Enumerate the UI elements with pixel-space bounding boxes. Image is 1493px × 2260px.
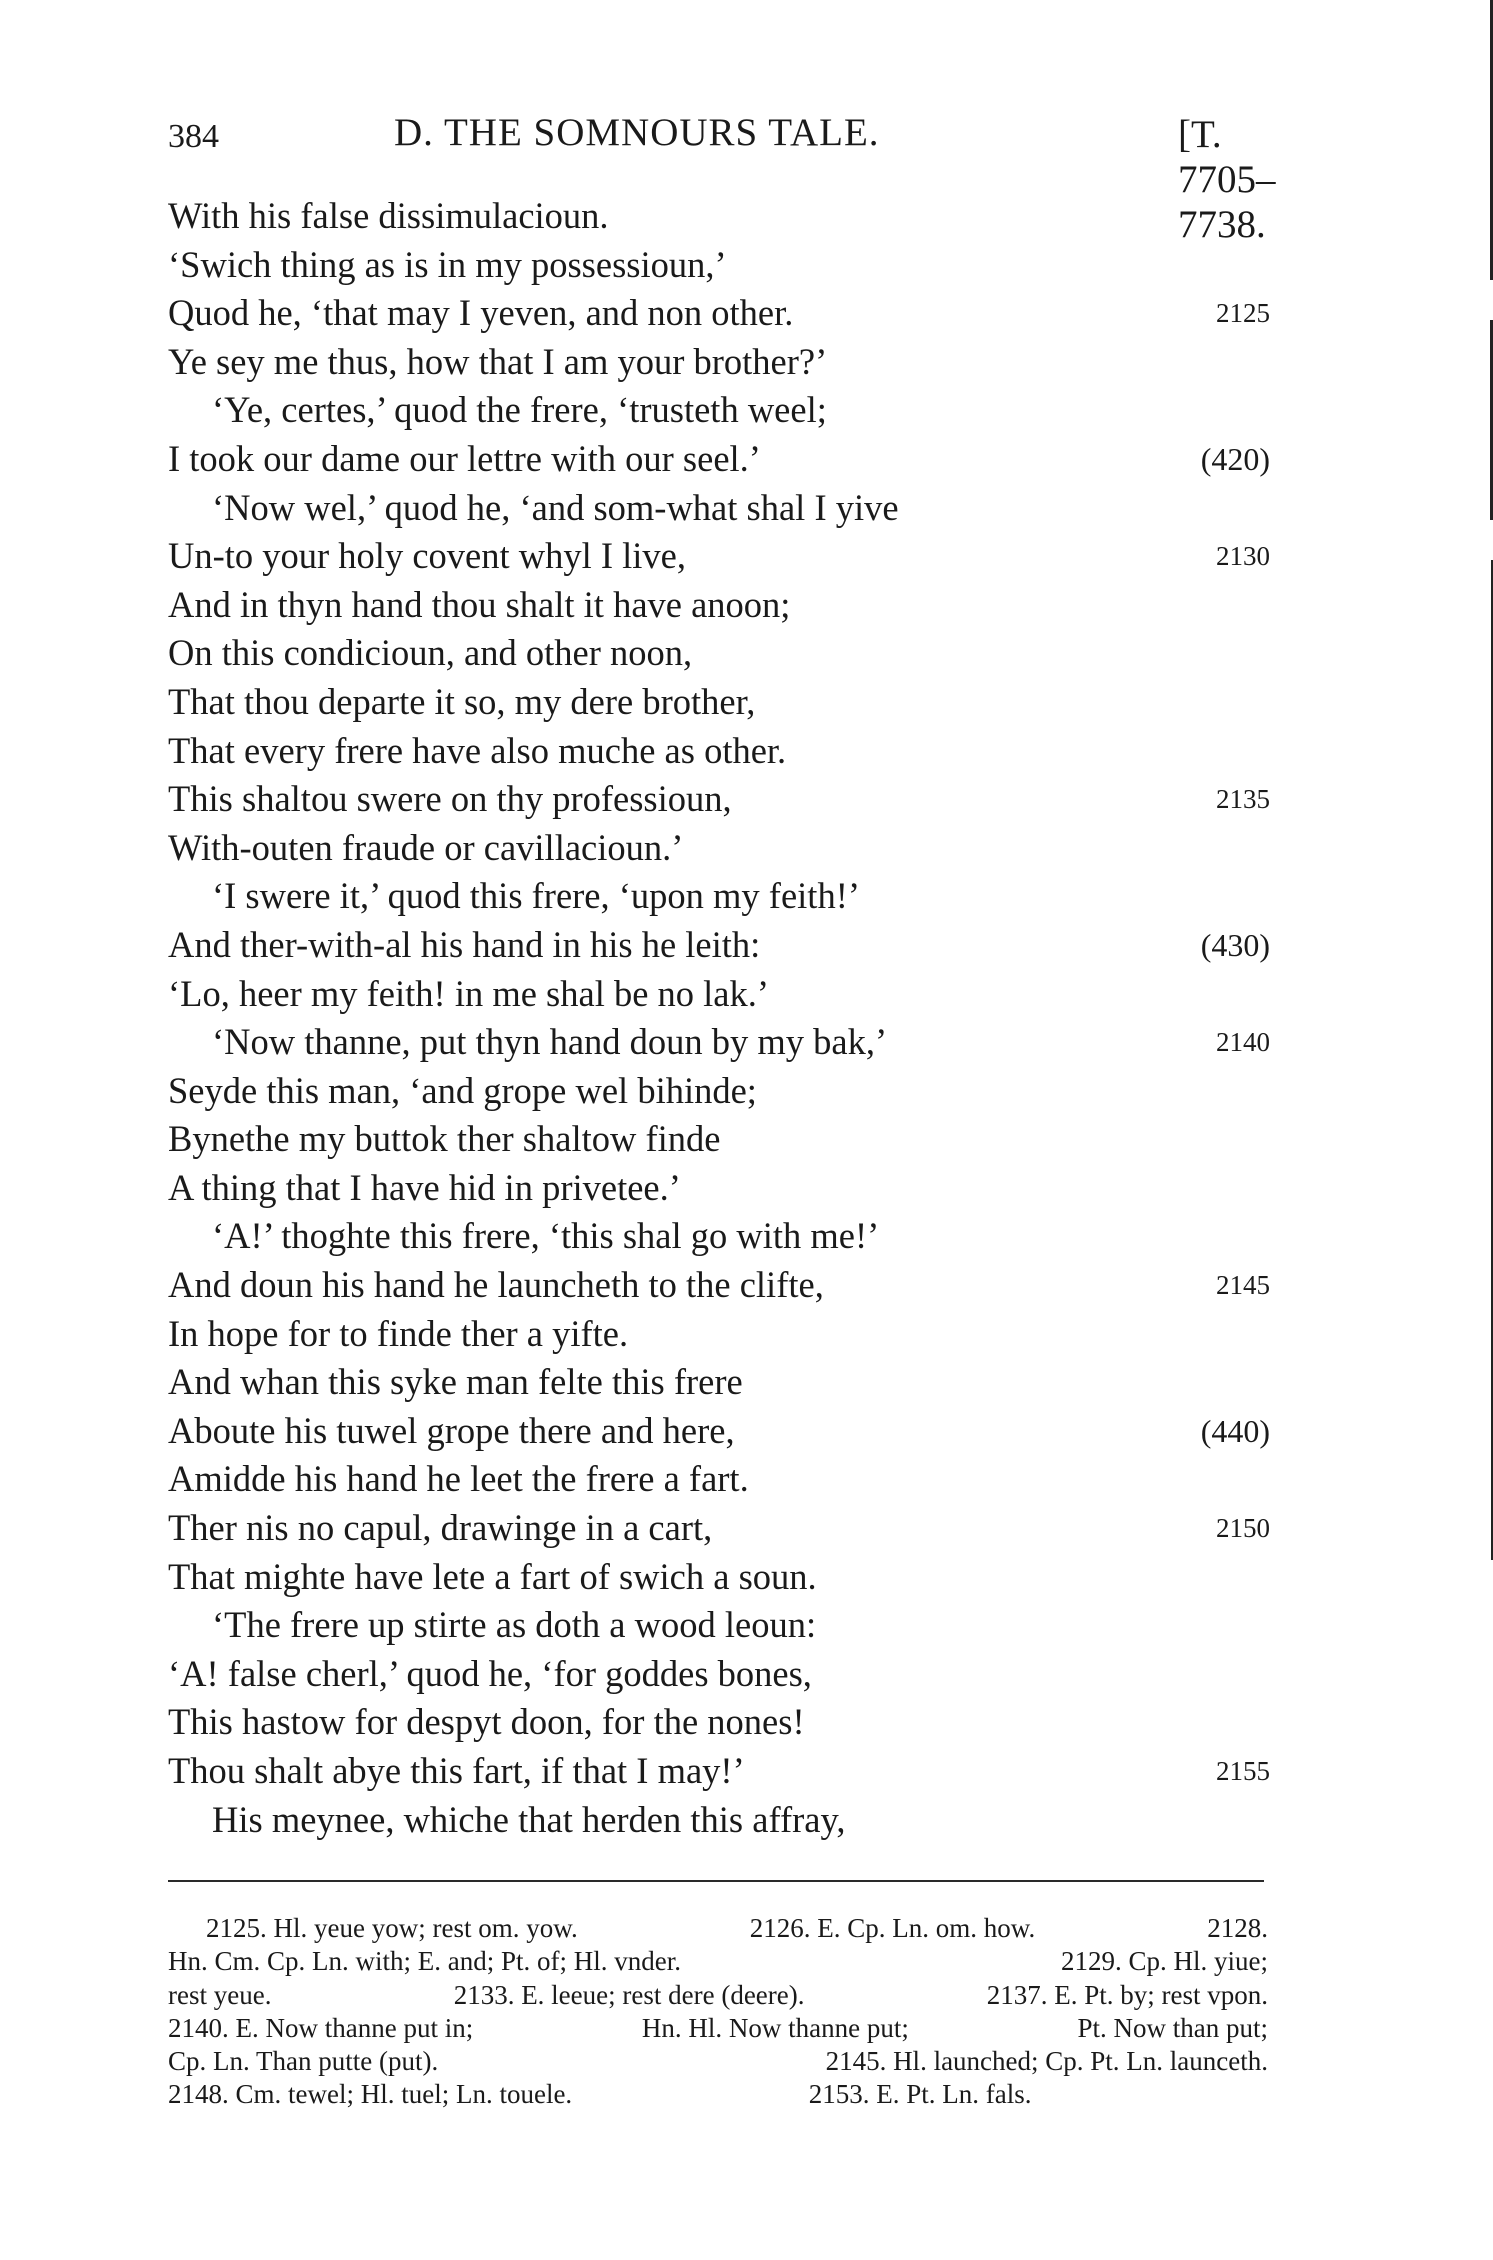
- verse-line: [168, 872, 1270, 921]
- verse-text: ‘Swich thing as is in my possessioun,’: [168, 243, 727, 285]
- verse-line: [168, 678, 1270, 727]
- footnote-line: [168, 2045, 1268, 2078]
- verse-line: [168, 1650, 1270, 1699]
- verse-text: And whan this syke man felte this frere: [168, 1361, 743, 1403]
- verse-line: [168, 289, 1270, 338]
- verse-line: [168, 1504, 1270, 1553]
- page-title: D. THE SOMNOURS TALE.: [394, 111, 880, 154]
- line-range: [T. 7705–7738.: [1178, 113, 1276, 246]
- verse-text: In hope for to finde ther a yifte.: [168, 1312, 629, 1354]
- verse-line: [168, 727, 1270, 776]
- verse-line: [168, 386, 1270, 435]
- footnote-segment: rest yeue.: [168, 1979, 272, 2010]
- line-number: 2140: [1216, 1027, 1270, 1058]
- page-number: 384: [168, 118, 219, 155]
- footnotes: [168, 1912, 1268, 2112]
- verse-line: [168, 1018, 1270, 1067]
- verse-line: [168, 581, 1270, 630]
- verse-text: That mighte have lete a fart of swich a soun.: [168, 1555, 817, 1597]
- footnote-segment: 2133. E. leeue; rest dere (deere).: [453, 1979, 805, 2010]
- verse-text: On this condicioun, and other noon,: [168, 632, 693, 674]
- verse-block: [168, 192, 1270, 1844]
- footnote-segment: Cp. Ln. Than putte (put).: [168, 2046, 439, 2077]
- verse-text: And ther-with-al his hand in his he leith:: [168, 923, 761, 965]
- verse-text: Aboute his tuwel grope there and here,: [168, 1409, 735, 1451]
- line-number: (440): [1200, 1412, 1270, 1449]
- footnote-segment: 2128.: [1207, 1913, 1268, 1943]
- verse-text: Thou shalt abye this fart, if that I may!’: [168, 1750, 745, 1791]
- footnote-line: [168, 2078, 1268, 2111]
- footnote-rule: [168, 1880, 1264, 1882]
- line-number: (420): [1200, 440, 1270, 477]
- footnote-segment: 2153. E. Pt. Ln. fals.: [808, 2079, 1032, 2110]
- verse-line: [168, 241, 1270, 290]
- verse-line: [168, 1261, 1270, 1310]
- verse-text: I took our dame our lettre with our seel.’: [168, 437, 761, 479]
- verse-line: [168, 970, 1270, 1019]
- verse-text: Amidde his hand he leet the frere a fart.: [168, 1458, 749, 1500]
- verse-text: With-outen fraude or cavillacioun.’: [168, 826, 684, 868]
- footnote-segment: 2125. Hl. yeue yow; rest om. yow.: [206, 1913, 578, 1943]
- verse-line: [168, 338, 1270, 387]
- footnote-segment: Pt. Now than put;: [1077, 2012, 1268, 2043]
- verse-line: [168, 532, 1270, 581]
- verse-line: [168, 1115, 1270, 1164]
- verse-text: With his false dissimulacioun.: [168, 195, 609, 236]
- line-number: (430): [1200, 926, 1270, 963]
- verse-text: His meynee, whiche that herden this affray,: [212, 1798, 846, 1840]
- footnote-segment: 2129. Cp. Hl. yiue;: [1061, 1946, 1268, 1977]
- footnote-segment: 2148. Cm. tewel; Hl. tuel; Ln. touele.: [168, 2079, 573, 2110]
- verse-line: [168, 921, 1270, 970]
- footnote-line: [168, 1979, 1268, 2012]
- footnote-line: [168, 2012, 1268, 2045]
- verse-text: And in thyn hand thou shalt it have anoon;: [168, 583, 791, 625]
- verse-line: [168, 1358, 1270, 1407]
- verse-text: ‘A!’ thoghte this frere, ‘this shal go with me!’: [212, 1215, 880, 1257]
- footnote-segment: 2137. E. Pt. by; rest vpon.: [986, 1979, 1268, 2010]
- line-number: 2150: [1216, 1513, 1270, 1544]
- verse-text: And doun his hand he launcheth to the clifte,: [168, 1264, 824, 1306]
- line-number: 2145: [1216, 1270, 1270, 1301]
- verse-text: ‘Ye, certes,’ quod the frere, ‘trusteth weel;: [212, 389, 827, 431]
- verse-text: ‘A! false cherl,’ quod he, ‘for goddes bones,: [168, 1652, 812, 1694]
- footnote-segment: Hn. Hl. Now thanne put;: [641, 2012, 909, 2043]
- verse-line: [168, 435, 1270, 484]
- verse-line: [168, 484, 1270, 533]
- verse-line: [168, 1747, 1270, 1796]
- footnote-line: [168, 1912, 1268, 1945]
- verse-line: [168, 824, 1270, 873]
- footnote-segment: 2140. E. Now thanne put in;: [168, 2012, 474, 2043]
- footnote-segment: 2126. E. Cp. Ln. om. how.: [749, 1913, 1036, 1943]
- line-number: 2125: [1216, 298, 1270, 329]
- verse-line: [168, 1310, 1270, 1359]
- footnote-segment: Hn. Cm. Cp. Ln. with; E. and; Pt. of; Hl. vnder.: [168, 1946, 681, 1977]
- verse-text: A thing that I have hid in privetee.’: [168, 1166, 681, 1208]
- line-number: 2135: [1216, 784, 1270, 815]
- verse-line: [168, 1698, 1270, 1747]
- verse-text: This shaltou swere on thy professioun,: [168, 778, 732, 820]
- footnote-line: [168, 1945, 1268, 1978]
- verse-line: [168, 1601, 1270, 1650]
- verse-line: [168, 1212, 1270, 1261]
- verse-line: [168, 1067, 1270, 1116]
- line-number: 2130: [1216, 541, 1270, 572]
- verse-line: [168, 1796, 1270, 1845]
- verse-text: Quod he, ‘that may I yeven, and non other.: [168, 292, 794, 334]
- verse-text: This hastow for despyt doon, for the nones!: [168, 1701, 805, 1743]
- verse-text: That every frere have also muche as other.: [168, 729, 787, 771]
- verse-text: Bynethe my buttok ther shaltow finde: [168, 1118, 721, 1160]
- verse-text: Ther nis no capul, drawinge in a cart,: [168, 1507, 713, 1549]
- verse-text: Ye sey me thus, how that I am your brother?’: [168, 340, 828, 382]
- verse-text: That thou departe it so, my dere brother,: [168, 680, 756, 722]
- verse-line: [168, 1164, 1270, 1213]
- verse-text: Seyde this man, ‘and grope wel bihinde;: [168, 1069, 757, 1111]
- verse-text: ‘The frere up stirte as doth a wood leoun:: [212, 1604, 817, 1646]
- verse-line: [168, 1553, 1270, 1602]
- verse-text: ‘Lo, heer my feith! in me shal be no lak.’: [168, 972, 770, 1014]
- verse-line: [168, 192, 1270, 241]
- verse-text: ‘Now thanne, put thyn hand doun by my bak,’: [212, 1021, 888, 1063]
- verse-line: [168, 1455, 1270, 1504]
- verse-line: [168, 1407, 1270, 1456]
- verse-line: [168, 629, 1270, 678]
- verse-line: [168, 775, 1270, 824]
- verse-text: Un-to your holy covent whyl I live,: [168, 535, 687, 577]
- line-number: 2155: [1216, 1756, 1270, 1786]
- verse-text: ‘I swere it,’ quod this frere, ‘upon my feith!’: [212, 875, 860, 917]
- footnote-segment: 2145. Hl. launched; Cp. Pt. Ln. launceth.: [825, 2046, 1268, 2077]
- verse-text: ‘Now wel,’ quod he, ‘and som-what shal I yive: [212, 486, 899, 528]
